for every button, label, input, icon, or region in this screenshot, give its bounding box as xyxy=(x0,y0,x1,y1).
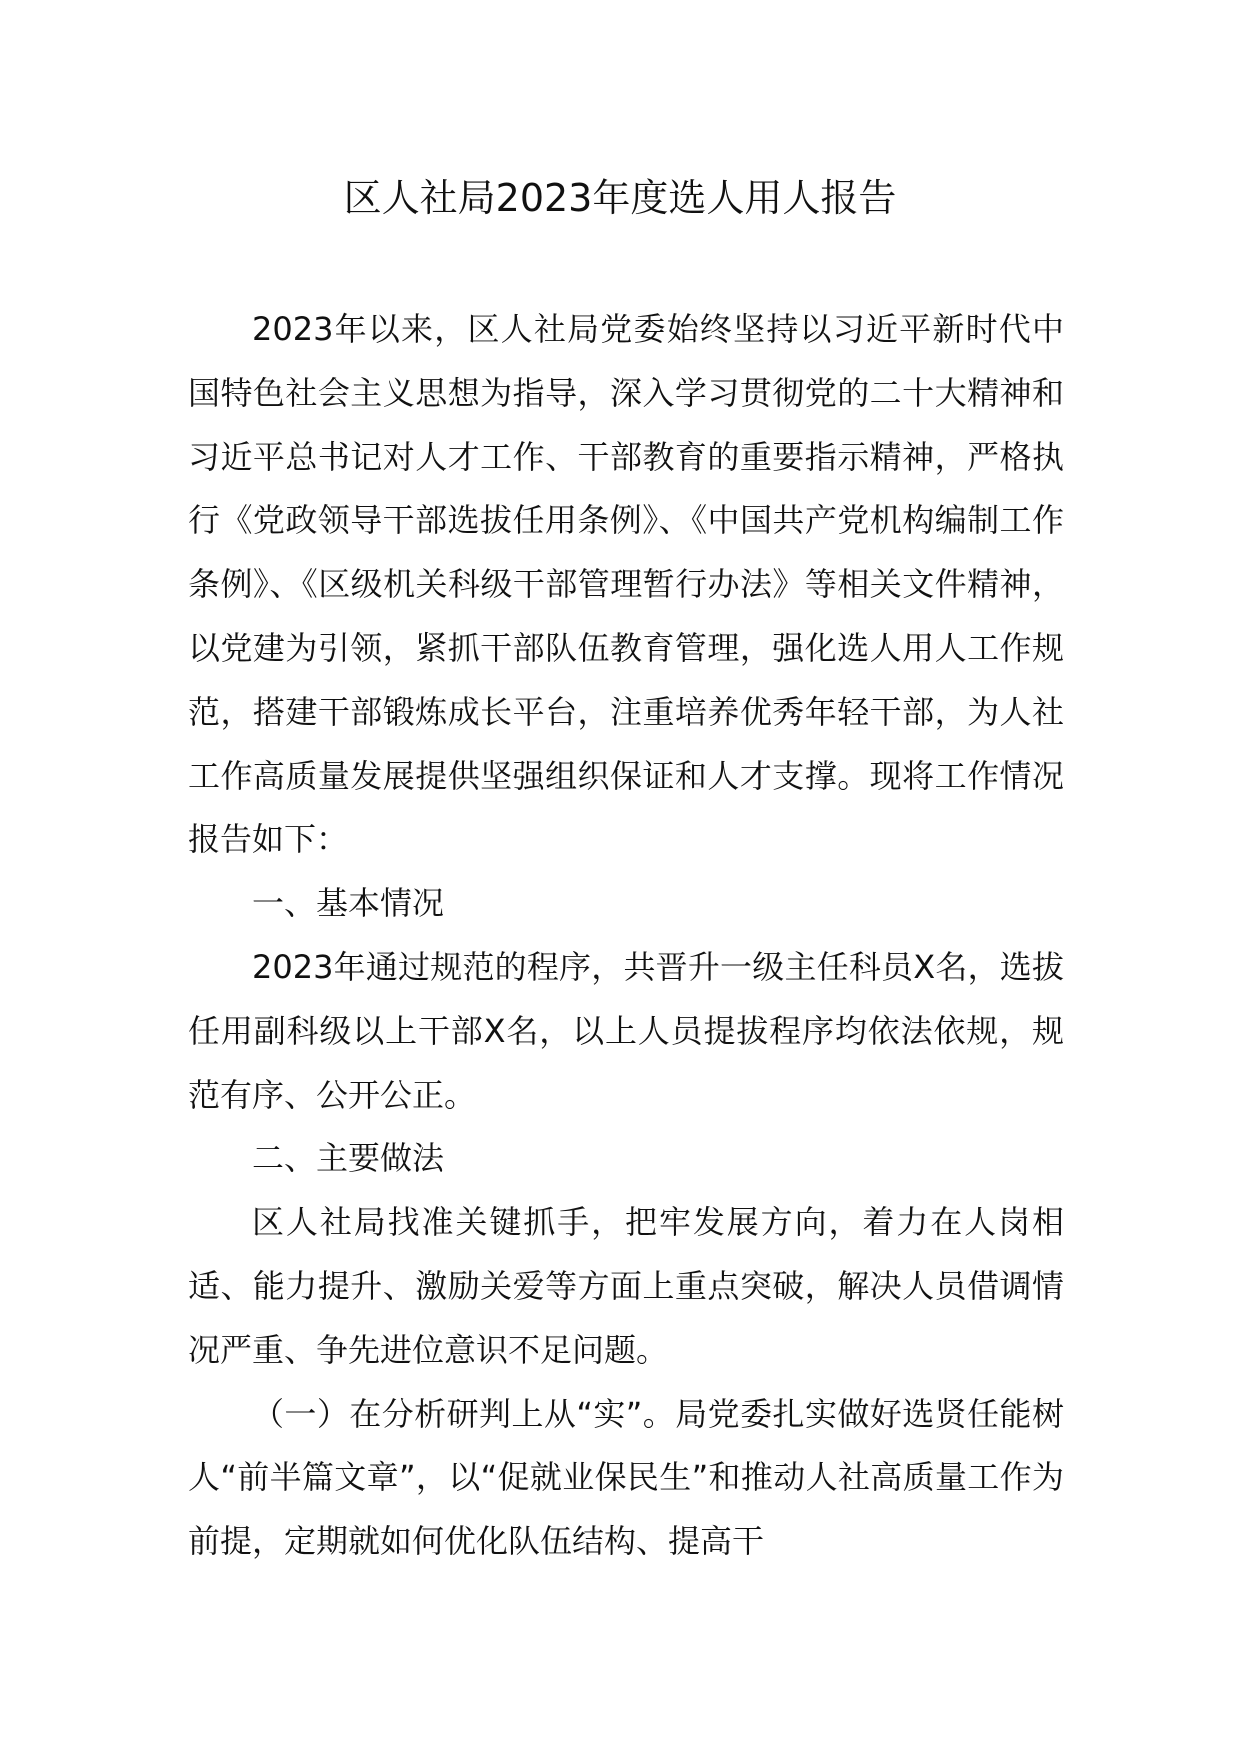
intro-paragraph: 2023年以来，区人社局党委始终坚持以习近平新时代中国特色社会主义思想为指导，深入学习贯彻党的二十大精神和习近平总书记对人才工作、干部教育的重要指示精神，严格执行《党政领导干部选拔任用条例》、《中国共产党机构编制工作条例》、《区级机关科级干部管理暂行办法》等相关文件精神，以党建为引领，紧抓干部队伍教育管理，强化选人用人工作规范，搭建干部锻炼成长平台，注重培养优秀年轻干部，为人社工作高质量发展提供坚强组织保证和人才支撑。现将工作情况报告如下： xyxy=(188,310,1064,859)
document-body xyxy=(188,298,1064,1574)
section-heading-basic-situation: 一、基本情况 xyxy=(252,884,445,923)
basic-situation-paragraph: 2023年通过规范的程序，共晋升一级主任科员X名，选拔任用副科级以上干部X名，以上人员提拔程序均依法依规，规范有序、公开公正。 xyxy=(188,947,1064,1114)
section-heading-main-practices: 二、主要做法 xyxy=(252,1139,445,1178)
document-title: 区人社局2023年度选人用人报告 xyxy=(343,176,897,220)
main-practices-paragraph: 区人社局找准关键抓手，把牢发展方向，着力在人岗相适、能力提升、激励关爱等方面上重点突破，解决人员借调情况严重、争先进位意识不足问题。 xyxy=(188,1203,1064,1369)
subsection-1-paragraph: （一）在分析研判上从“实”。局党委扎实做好选贤任能树人“前半篇文章”，以“促就业保民生”和推动人社高质量工作为前提，定期就如何优化队伍结构、提高干 xyxy=(188,1394,1064,1561)
